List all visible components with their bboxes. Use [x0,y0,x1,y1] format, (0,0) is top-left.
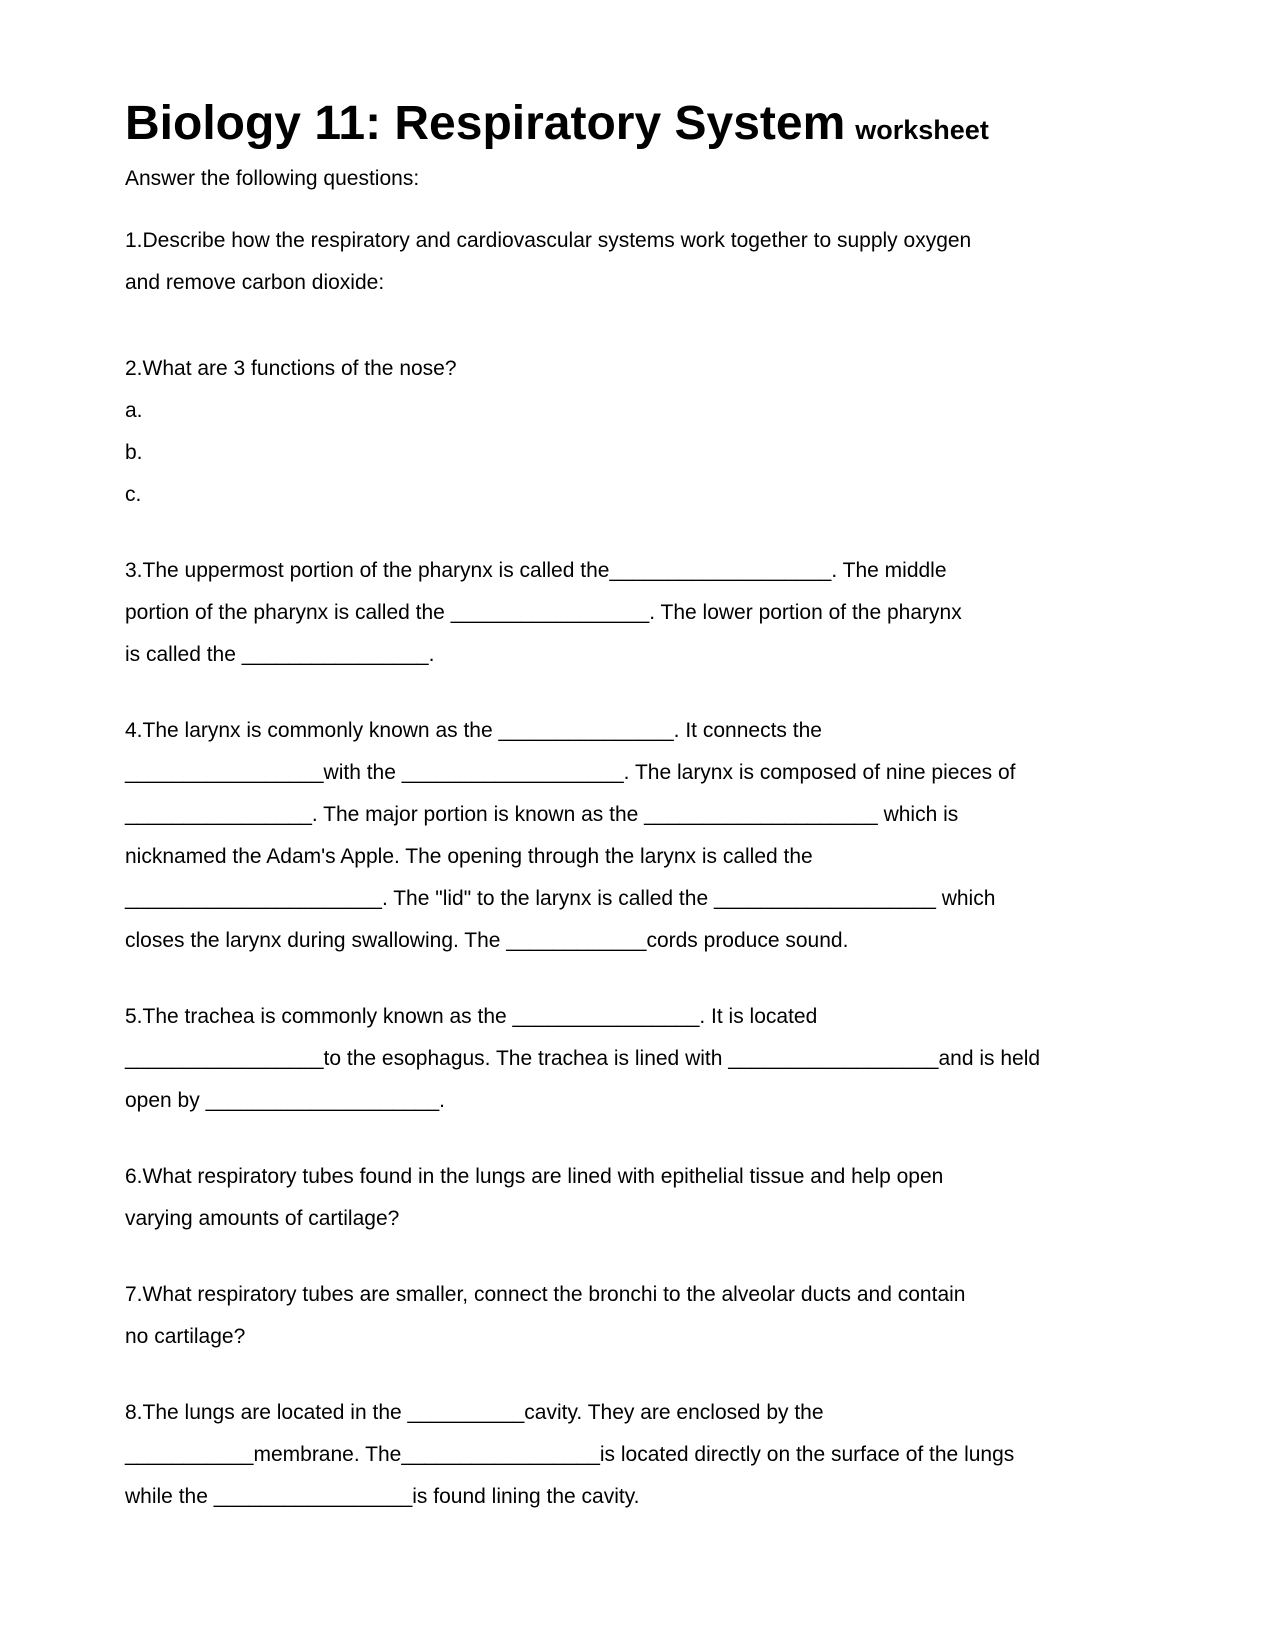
question-1 [125,220,1150,304]
question-1-line-2: and remove carbon dioxide: [125,271,385,294]
question-4 [125,710,1150,962]
question-5-line-3: open by ____________________. [125,1089,445,1112]
question-2 [125,348,1150,516]
question-2-option-b: b. [125,441,143,464]
question-7 [125,1274,1150,1358]
question-4-line-5: ______________________. The "lid" to the larynx is called the ___________________ which [125,887,996,910]
question-7-line-2: no cartilage? [125,1325,246,1348]
question-2-option-a: a. [125,399,143,422]
question-6 [125,1156,1150,1240]
question-3-line-2: portion of the pharynx is called the _________________. The lower portion of the pharynx [125,601,962,624]
question-8-line-3: while the _________________is found lining the cavity. [125,1485,640,1508]
question-3-line-1: 3.The uppermost portion of the pharynx is called the___________________. The middle [125,559,947,582]
question-2-option-c: c. [125,483,142,506]
question-2-line-1: 2.What are 3 functions of the nose? [125,357,457,380]
intro-text: Answer the following questions: [125,167,420,190]
question-8-line-2: ___________membrane. The_________________is located directly on the surface of the lungs [125,1443,1015,1466]
question-4-line-3: ________________. The major portion is known as the ____________________ which is [125,803,959,826]
question-4-line-2: _________________with the ___________________. The larynx is composed of nine pieces of [125,761,1016,784]
question-4-line-1: 4.The larynx is commonly known as the _______________. It connects the [125,719,822,742]
question-6-line-2: varying amounts of cartilage? [125,1207,400,1230]
page-title-main: Biology 11: Respiratory System [125,97,846,150]
question-8 [125,1392,1150,1518]
question-5-line-1: 5.The trachea is commonly known as the ________________. It is located [125,1005,818,1028]
question-3 [125,550,1150,676]
question-3-line-3: is called the ________________. [125,643,435,666]
question-4-line-4: nicknamed the Adam's Apple. The opening through the larynx is called the [125,845,813,868]
question-8-line-1: 8.The lungs are located in the __________cavity. They are enclosed by the [125,1401,824,1424]
question-7-line-1: 7.What respiratory tubes are smaller, connect the bronchi to the alveolar ducts and contain [125,1283,966,1306]
page-title [125,96,1150,158]
question-4-line-6: closes the larynx during swallowing. The ____________cords produce sound. [125,929,849,952]
question-6-line-1: 6.What respiratory tubes found in the lungs are lined with epithelial tissue and help open [125,1165,944,1188]
question-1-line-1: 1.Describe how the respiratory and cardiovascular systems work together to supply oxygen [125,229,972,252]
question-5-line-2: _________________to the esophagus. The trachea is lined with __________________and is held [125,1047,1041,1070]
page-title-suffix: worksheet [855,115,989,145]
question-5 [125,996,1150,1122]
